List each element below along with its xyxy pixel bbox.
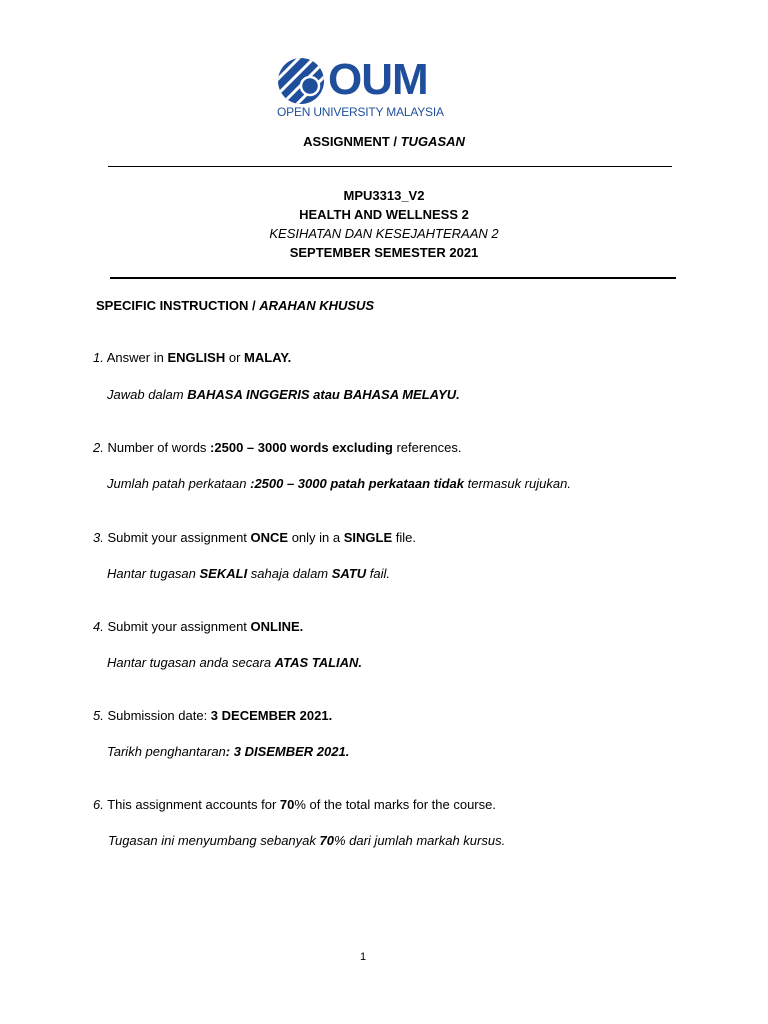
instruction-number: 1. [93, 350, 104, 365]
text: Number of words [103, 440, 211, 455]
logo-wordmark: OUM [328, 55, 428, 104]
divider-top [108, 166, 672, 167]
semester: SEPTEMBER SEMESTER 2021 [289, 245, 479, 260]
instruction-number: 5. [93, 708, 104, 723]
text: MALAY. [244, 350, 292, 365]
tugasan-label: TUGASAN [400, 134, 465, 149]
text: Hantar tugasan anda secara [107, 655, 275, 670]
text: Jumlah patah perkataan [107, 476, 251, 491]
divider-bottom [110, 277, 676, 279]
text: SEKALI [199, 566, 248, 581]
text: 70 [319, 833, 334, 848]
instruction-number: 6. [93, 797, 104, 812]
instruction-6-translation [108, 833, 505, 848]
text: or [225, 350, 245, 365]
text: ONCE [250, 530, 289, 545]
instruction-number: 4. [93, 619, 104, 634]
text: :2500 – 3000 words excluding [210, 440, 393, 455]
course-name-ms: KESIHATAN DAN KESEJAHTERAAN 2 [269, 226, 499, 241]
text: only in a [288, 530, 344, 545]
text: Tarikh penghantaran [107, 744, 226, 759]
instruction-4 [93, 619, 303, 634]
text: Submit your assignment [103, 530, 251, 545]
instruction-number: 3. [93, 530, 104, 545]
logo-subtitle: OPEN UNIVERSITY MALAYSIA [277, 105, 444, 119]
instruction-3-translation [107, 566, 390, 581]
text: termasuk rujukan. [464, 476, 571, 491]
text: % dari jumlah markah kursus. [333, 833, 506, 848]
text: Hantar tugasan [107, 566, 200, 581]
text: 3 DECEMBER 2021. [210, 708, 333, 723]
page-number: 1 [359, 951, 367, 963]
instruction-2 [93, 440, 462, 455]
course-name-en: HEALTH AND WELLNESS 2 [299, 207, 469, 222]
instruction-title-ms: ARAHAN KHUSUS [259, 298, 375, 313]
instruction-number: 2. [93, 440, 104, 455]
heading-slash: / [389, 134, 401, 149]
instruction-3 [93, 530, 416, 545]
text: Tugasan ini menyumbang sebanyak [108, 833, 320, 848]
text: sahaja dalam [247, 566, 332, 581]
course-code: MPU3313_V2 [343, 188, 425, 203]
text: Jawab dalam [107, 387, 188, 402]
course-block [0, 186, 768, 262]
assignment-heading [0, 134, 768, 149]
instruction-4-translation [107, 655, 362, 670]
text: Answer in [103, 350, 168, 365]
instruction-5-translation [107, 744, 349, 759]
text: ONLINE. [250, 619, 304, 634]
text: SATU [331, 566, 367, 581]
instruction-title-slash: / [248, 298, 260, 313]
text: :2500 – 3000 patah perkataan tidak [250, 476, 464, 491]
text: fail. [366, 566, 391, 581]
oum-logo [276, 52, 456, 122]
globe-icon [276, 56, 326, 106]
text: ENGLISH [167, 350, 226, 365]
text: Submission date: [103, 708, 211, 723]
text: ATAS TALIAN. [274, 655, 363, 670]
text: 70 [279, 797, 295, 812]
instruction-5 [93, 708, 332, 723]
instruction-title [96, 298, 374, 313]
text: % of the total marks for the course. [294, 797, 496, 812]
text: : 3 DISEMBER 2021. [225, 744, 350, 759]
text: Submit your assignment [103, 619, 251, 634]
instruction-1 [93, 350, 291, 365]
text: file. [392, 530, 416, 545]
text: This assignment accounts for [103, 797, 280, 812]
text: BAHASA INGGERIS atau BAHASA MELAYU. [187, 387, 460, 402]
assignment-label: ASSIGNMENT [303, 134, 390, 149]
instruction-1-translation [107, 387, 460, 402]
instruction-6 [93, 797, 496, 812]
instruction-title-en: SPECIFIC INSTRUCTION [96, 298, 249, 313]
text: SINGLE [343, 530, 393, 545]
instruction-2-translation [107, 476, 571, 491]
text: references. [392, 440, 462, 455]
